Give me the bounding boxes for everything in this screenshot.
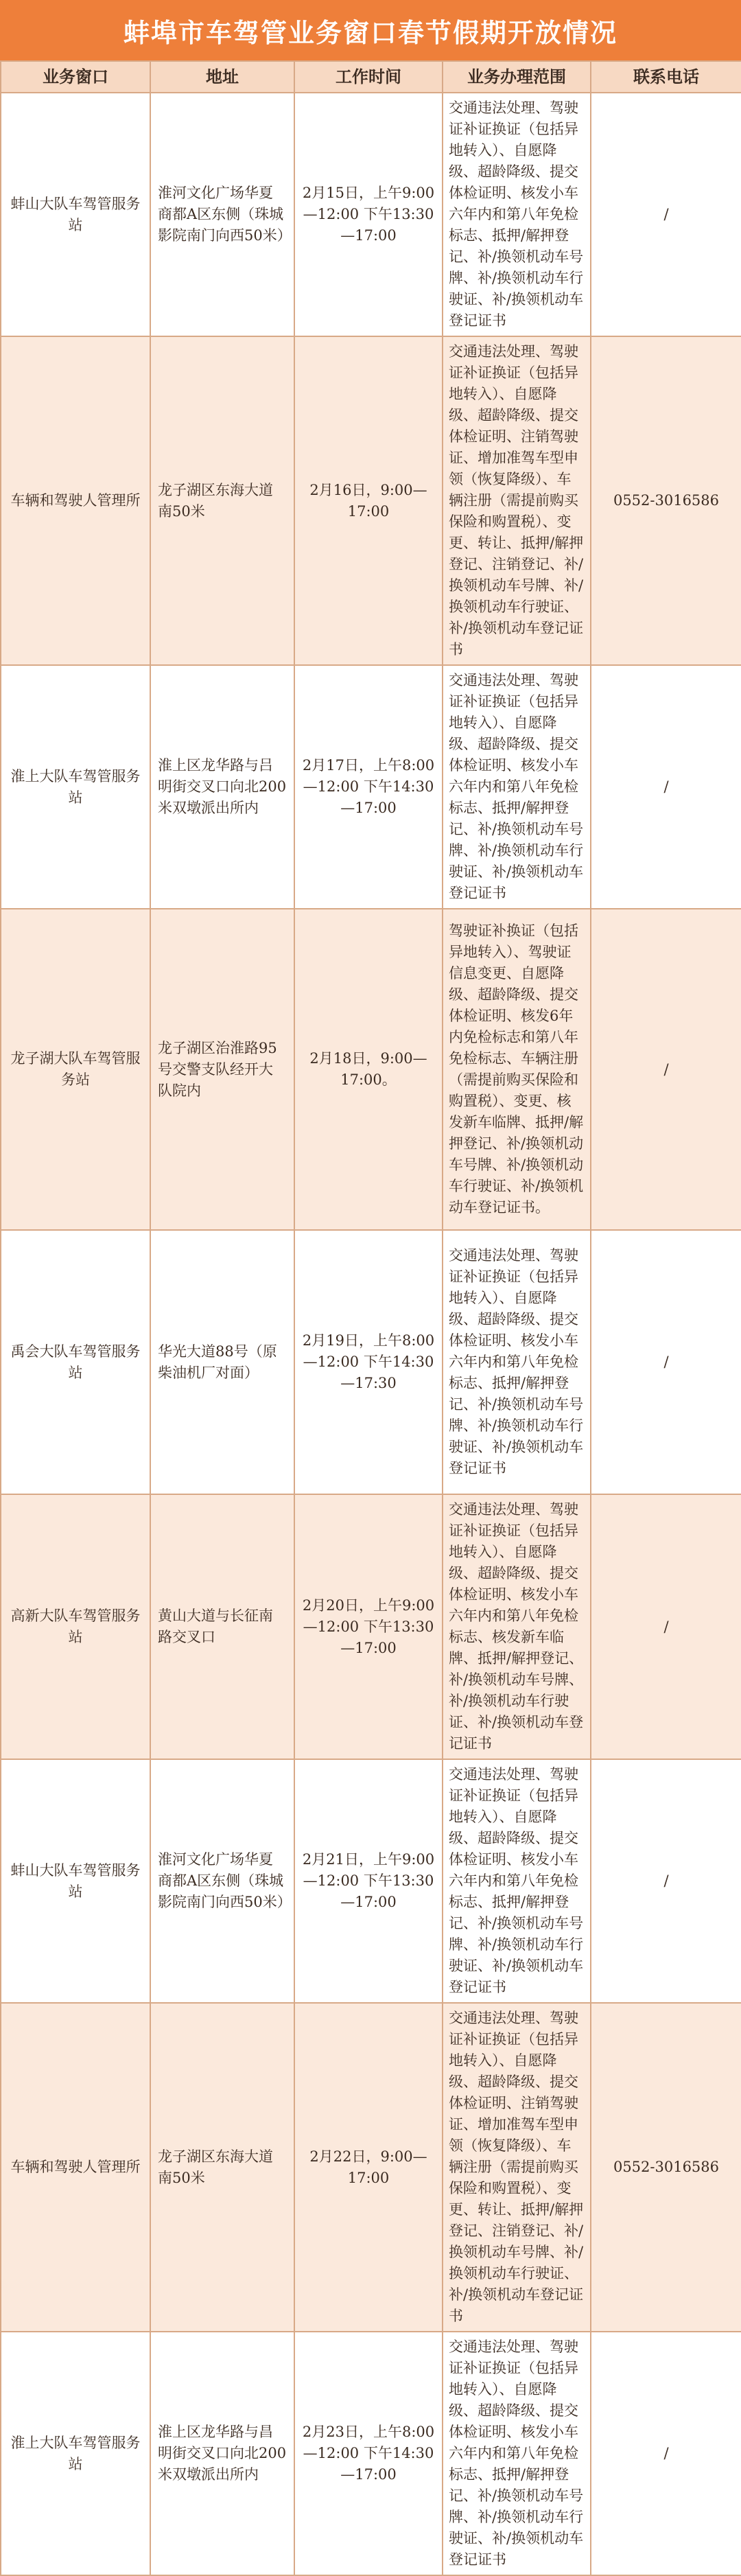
- cell-address: 华光大道88号（原柴油机厂对面）: [150, 1230, 294, 1494]
- header-address: 地址: [150, 61, 294, 93]
- cell-phone: /: [591, 1494, 741, 1759]
- cell-window: 蚌山大队车驾管服务站: [1, 93, 150, 336]
- table-row: [1, 1759, 741, 2003]
- cell-time: 2月22日，9:00—17:00: [294, 2003, 443, 2332]
- cell-address: 淮河文化广场华夏商都A区东侧（珠城影院南门向西50米）: [150, 93, 294, 336]
- cell-time: 2月21日，上午9:00—12:00 下午13:30—17:00: [294, 1759, 443, 2003]
- page-title: 蚌埠市车驾管业务窗口春节假期开放情况: [0, 0, 741, 60]
- cell-address: 淮河文化广场华夏商都A区东侧（珠城影院南门向西50米）: [150, 1759, 294, 2003]
- cell-phone: /: [591, 909, 741, 1230]
- cell-scope: 交通违法处理、驾驶证补证换证（包括异地转入）、自愿降级、超龄降级、提交体检证明、核发小车六年内和第八年免检标志、抵押/解押登记、补/换领机动车号牌、补/换领机动车行驶证、补/换领机动车登记证书: [443, 93, 591, 336]
- cell-window: 禹会大队车驾管服务站: [1, 1230, 150, 1494]
- cell-address: 龙子湖区东海大道南50米: [150, 2003, 294, 2332]
- cell-window: 蚌山大队车驾管服务站: [1, 1759, 150, 2003]
- cell-window: 淮上大队车驾管服务站: [1, 2332, 150, 2575]
- table-row: [1, 336, 741, 665]
- table-row: [1, 93, 741, 336]
- cell-window: 淮上大队车驾管服务站: [1, 665, 150, 909]
- cell-time: 2月20日，上午9:00—12:00 下午13:30—17:00: [294, 1494, 443, 1759]
- cell-address: 龙子湖区东海大道南50米: [150, 336, 294, 665]
- header-time: 工作时间: [294, 61, 443, 93]
- cell-window: 车辆和驾驶人管理所: [1, 2003, 150, 2332]
- cell-address: 黄山大道与长征南路交叉口: [150, 1494, 294, 1759]
- cell-time: 2月19日，上午8:00—12:00 下午14:30—17:30: [294, 1230, 443, 1494]
- header-window: 业务窗口: [1, 61, 150, 93]
- schedule-table: [0, 60, 741, 2576]
- cell-scope: 交通违法处理、驾驶证补证换证（包括异地转入）、自愿降级、超龄降级、提交体检证明、核发小车六年内和第八年免检标志、核发新车临牌、抵押/解押登记、补/换领机动车号牌、补/换领机动车行驶证、补/换领机动车登记证书: [443, 1494, 591, 1759]
- cell-scope: 交通违法处理、驾驶证补证换证（包括异地转入）、自愿降级、超龄降级、提交体检证明、注销驾驶证、增加准驾车型申领（恢复降级）、车辆注册（需提前购买保险和购置税）、变更、转让、抵押/解押登记、注销登记、补/换领机动车号牌、补/换领机动车行驶证、补/换领机动车登记证书: [443, 336, 591, 665]
- cell-phone: 0552-3016586: [591, 336, 741, 665]
- cell-time: 2月17日，上午8:00—12:00 下午14:30—17:00: [294, 665, 443, 909]
- cell-window: 车辆和驾驶人管理所: [1, 336, 150, 665]
- table-row: [1, 2003, 741, 2332]
- header-scope: 业务办理范围: [443, 61, 591, 93]
- cell-time: 2月23日，上午8:00—12:00 下午14:30—17:00: [294, 2332, 443, 2575]
- cell-window: 高新大队车驾管服务站: [1, 1494, 150, 1759]
- table-row: [1, 909, 741, 1230]
- cell-time: 2月18日，9:00—17:00。: [294, 909, 443, 1230]
- cell-scope: 交通违法处理、驾驶证补证换证（包括异地转入）、自愿降级、超龄降级、提交体检证明、核发小车六年内和第八年免检标志、抵押/解押登记、补/换领机动车号牌、补/换领机动车行驶证、补/换领机动车登记证书: [443, 1759, 591, 2003]
- cell-time: 2月16日，9:00—17:00: [294, 336, 443, 665]
- cell-time: 2月15日，上午9:00—12:00 下午13:30—17:00: [294, 93, 443, 336]
- cell-window: 龙子湖大队车驾管服务站: [1, 909, 150, 1230]
- table-row: [1, 2332, 741, 2575]
- cell-phone: 0552-3016586: [591, 2003, 741, 2332]
- cell-phone: /: [591, 665, 741, 909]
- cell-scope: 交通违法处理、驾驶证补证换证（包括异地转入）、自愿降级、超龄降级、提交体检证明、核发小车六年内和第八年免检标志、抵押/解押登记、补/换领机动车号牌、补/换领机动车行驶证、补/换领机动车登记证书: [443, 1230, 591, 1494]
- cell-address: 龙子湖区治淮路95号交警支队经开大队院内: [150, 909, 294, 1230]
- cell-address: 淮上区龙华路与昌明街交叉口向北200米双墩派出所内: [150, 2332, 294, 2575]
- cell-scope: 交通违法处理、驾驶证补证换证（包括异地转入）、自愿降级、超龄降级、提交体检证明、核发小车六年内和第八年免检标志、抵押/解押登记、补/换领机动车号牌、补/换领机动车行驶证、补/换领机动车登记证书: [443, 2332, 591, 2575]
- cell-phone: /: [591, 1759, 741, 2003]
- cell-address: 淮上区龙华路与吕明街交叉口向北200米双墩派出所内: [150, 665, 294, 909]
- cell-scope: 交通违法处理、驾驶证补证换证（包括异地转入）、自愿降级、超龄降级、提交体检证明、核发小车六年内和第八年免检标志、抵押/解押登记、补/换领机动车号牌、补/换领机动车行驶证、补/换领机动车登记证书: [443, 665, 591, 909]
- cell-phone: /: [591, 1230, 741, 1494]
- header-phone: 联系电话: [591, 61, 741, 93]
- table-row: [1, 665, 741, 909]
- cell-scope: 驾驶证补换证（包括异地转入）、驾驶证信息变更、自愿降级、超龄降级、提交体检证明、核发6年内免检标志和第八年免检标志、车辆注册（需提前购买保险和购置税）、变更、核发新车临牌、抵押/解押登记、补/换领机动车号牌、补/换领机动车行驶证、补/换领机动车登记证书。: [443, 909, 591, 1230]
- cell-scope: 交通违法处理、驾驶证补证换证（包括异地转入）、自愿降级、超龄降级、提交体检证明、注销驾驶证、增加准驾车型申领（恢复降级）、车辆注册（需提前购买保险和购置税）、变更、转让、抵押/解押登记、注销登记、补/换领机动车号牌、补/换领机动车行驶证、补/换领机动车登记证书: [443, 2003, 591, 2332]
- cell-phone: /: [591, 93, 741, 336]
- table-row: [1, 1230, 741, 1494]
- cell-phone: /: [591, 2332, 741, 2575]
- table-row: [1, 1494, 741, 1759]
- table-header-row: [1, 61, 741, 93]
